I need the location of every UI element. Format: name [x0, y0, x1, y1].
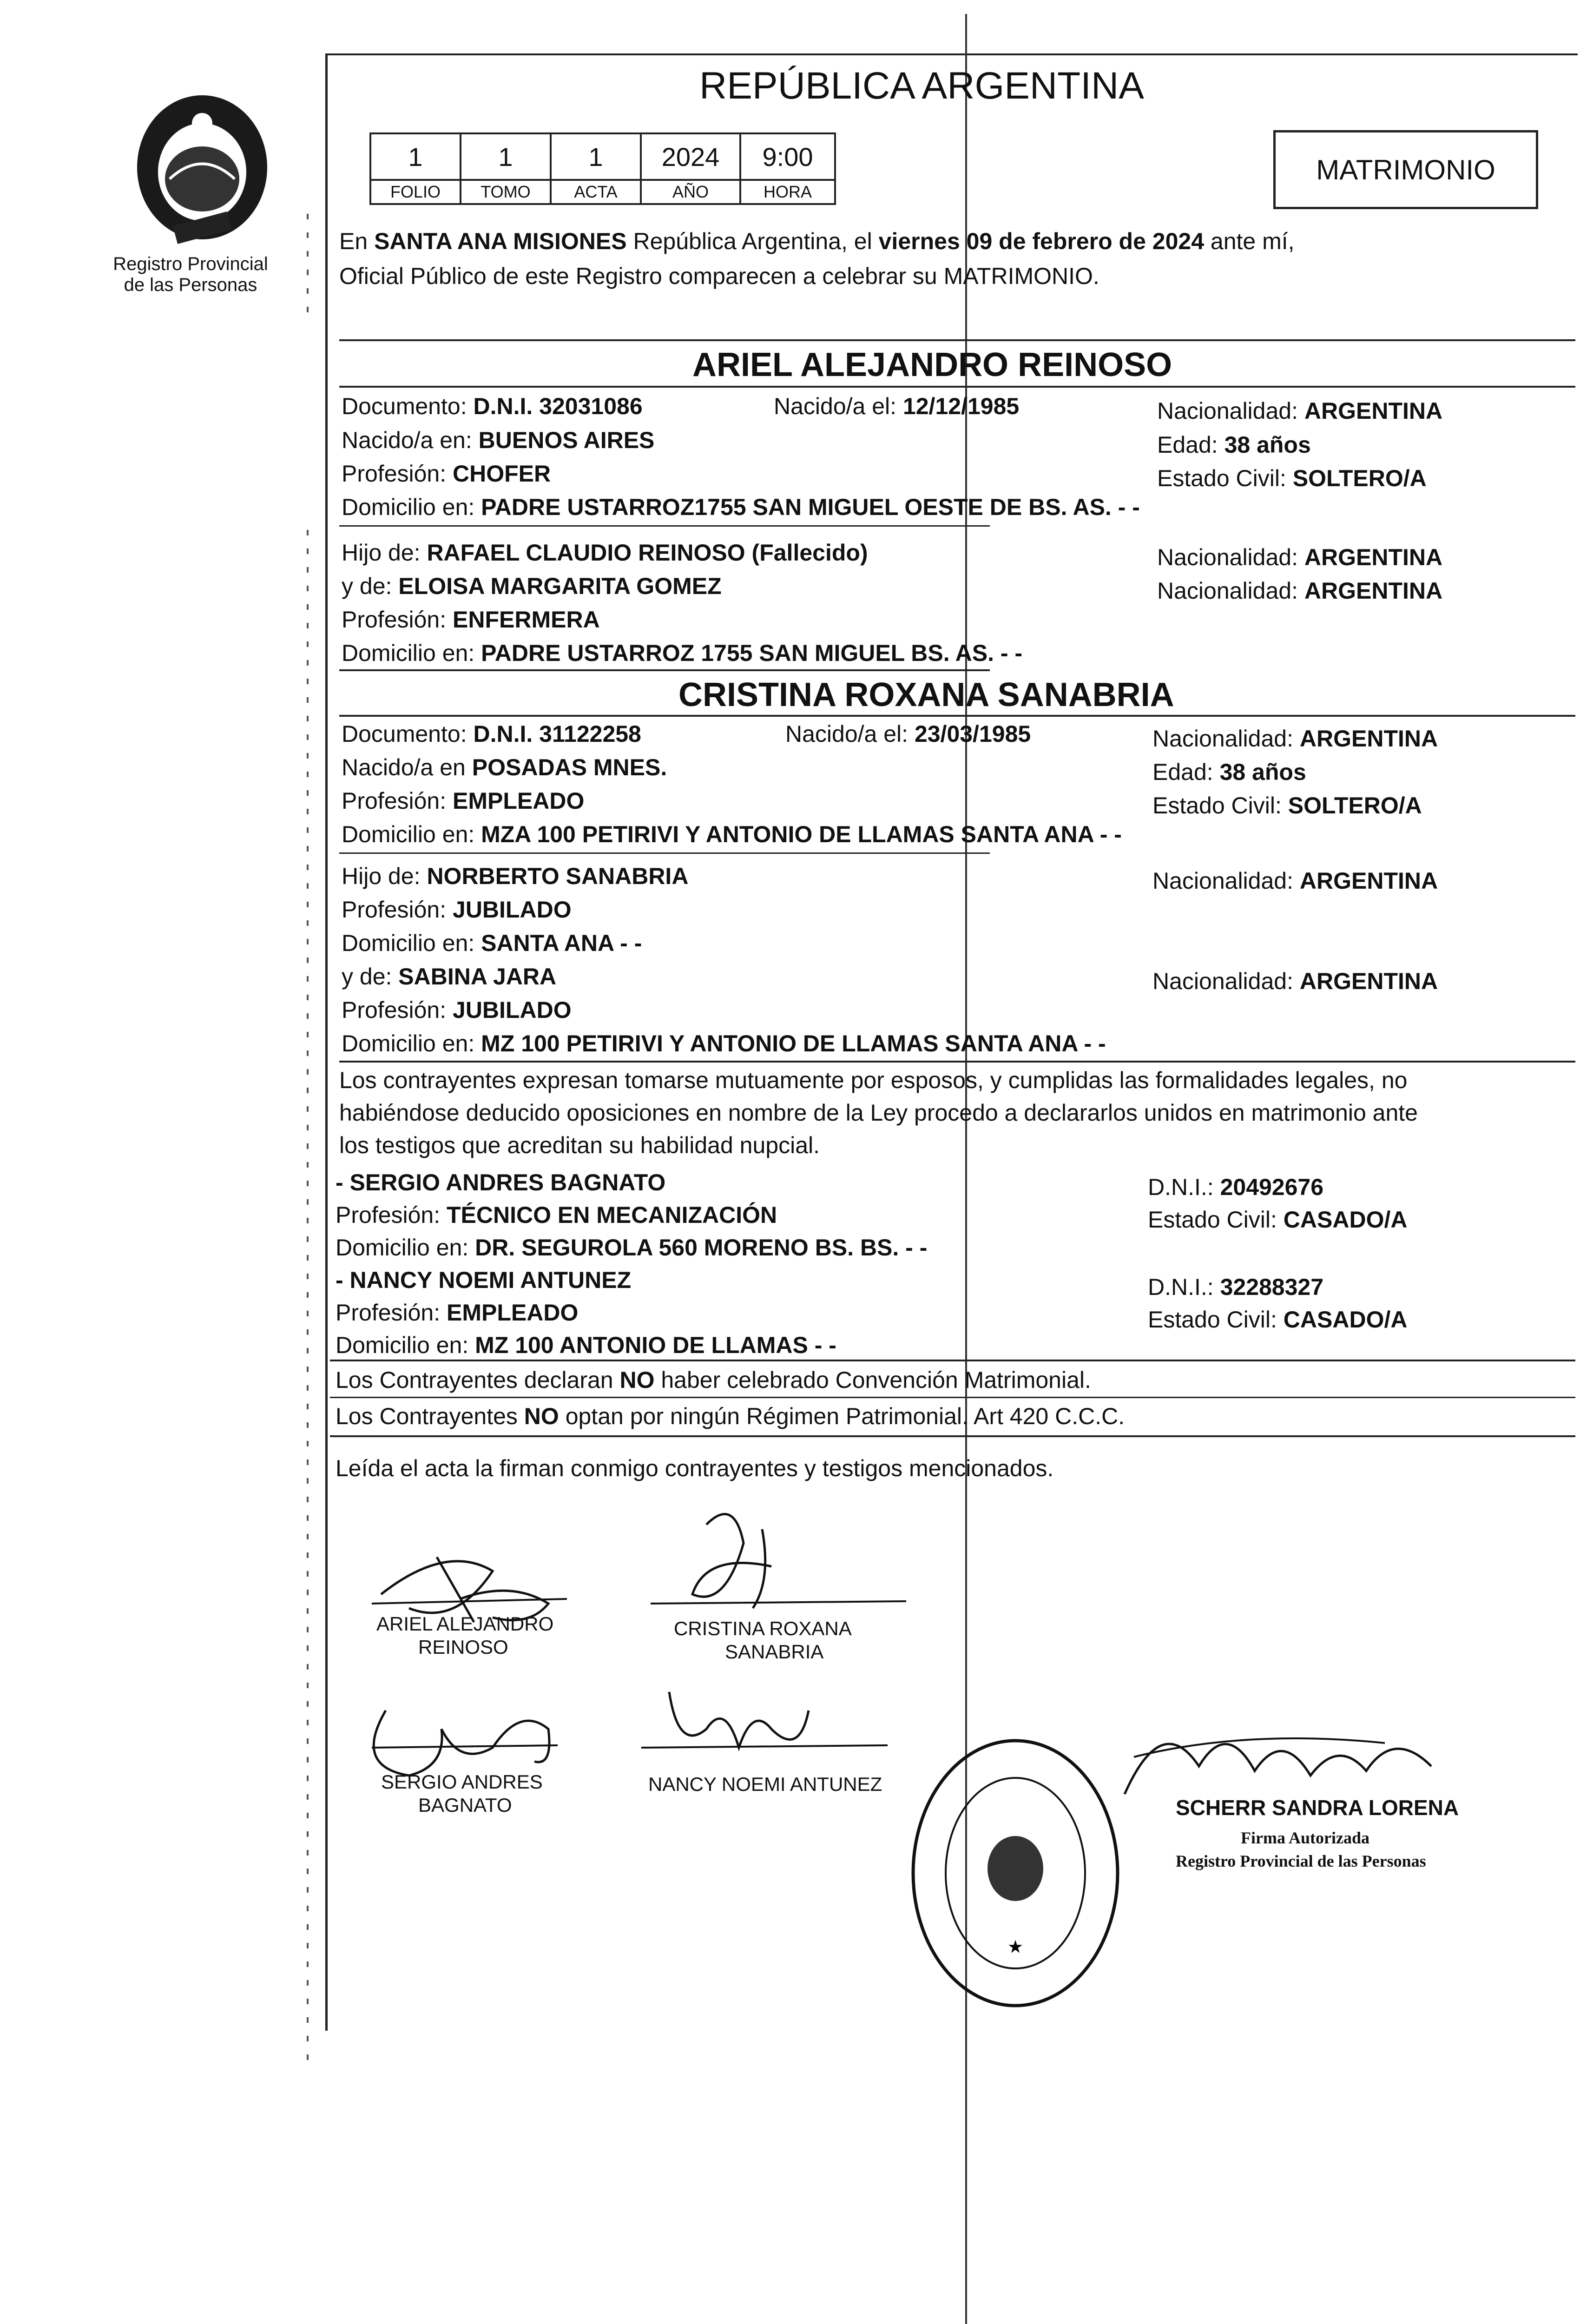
acta-value: 1 — [551, 133, 641, 180]
spouse1-mother-profession: Profesión: ENFERMERA — [342, 607, 600, 633]
witness2-name: - NANCY NOEMI ANTUNEZ — [336, 1267, 632, 1293]
witness2-address: Domicilio en: MZ 100 ANTONIO DE LLAMAS - - — [336, 1332, 836, 1358]
closing-statement: Leída el acta la firman conmigo contrayentes y testigos mencionados. — [336, 1455, 1054, 1481]
witness1-civil-status: Estado Civil: CASADO/A — [1148, 1207, 1408, 1233]
declaration-line2: habiéndose deducido oposiciones en nombre de la Ley procedo a declararlos unidos en matrimonio ante — [339, 1100, 1418, 1126]
signature-label-witness1-a: SERGIO ANDRES — [381, 1771, 543, 1793]
spouse1-father-nationality: Nacionalidad: ARGENTINA — [1157, 544, 1443, 570]
spouse1-document: Documento: D.N.I. 32031086 — [342, 393, 643, 419]
spouse1-father: Hijo de: RAFAEL CLAUDIO REINOSO (Fallecido) — [342, 540, 868, 566]
year-label: AÑO — [641, 180, 740, 204]
spouse2-nationality: Nacionalidad: ARGENTINA — [1152, 726, 1438, 752]
acta-label: ACTA — [551, 180, 641, 204]
registry-label-line2: de las Personas — [124, 275, 257, 295]
witness1-address: Domicilio en: DR. SEGUROLA 560 MORENO BS. BS. - - — [336, 1235, 928, 1261]
spouse1-birthdate: Nacido/a el: 12/12/1985 — [774, 393, 1020, 419]
official-stamp — [906, 1734, 1125, 2013]
spouse1-profession: Profesión: CHOFER — [342, 461, 551, 487]
tomo-label: TOMO — [461, 180, 551, 204]
witness2-dni: D.N.I.: 32288327 — [1148, 1274, 1324, 1300]
spouse2-document: Documento: D.N.I. 31122258 — [342, 721, 641, 747]
page-title: REPÚBLICA ARGENTINA — [699, 65, 1144, 107]
signature-label-spouse1-a: ARIEL ALEJANDRO — [376, 1613, 554, 1635]
intro-line2: Oficial Público de este Registro comparecen a celebrar su MATRIMONIO. — [339, 263, 1099, 289]
coat-of-arms-icon — [118, 79, 286, 251]
witness1-profession: Profesión: TÉCNICO EN MECANIZACIÓN — [336, 1202, 777, 1228]
folio-value: 1 — [370, 133, 461, 180]
convention-line2: Los Contrayentes NO optan por ningún Régimen Patrimonial. Art 420 C.C.C. — [336, 1403, 1125, 1429]
declaration-line1: Los contrayentes expresan tomarse mutuamente por esposos, y cumplidas las formalidades legales, no — [339, 1067, 1408, 1093]
spouse1-mother-address: Domicilio en: PADRE USTARROZ 1755 SAN MIGUEL BS. AS. - - — [342, 640, 1023, 666]
folio-table — [369, 132, 836, 205]
record-type: MATRIMONIO — [1316, 154, 1495, 185]
signature-label-spouse2-b: SANABRIA — [725, 1641, 824, 1663]
convention-line1: Los Contrayentes declaran NO haber celebrado Convención Matrimonial. — [336, 1367, 1091, 1393]
spouse1-nationality: Nacionalidad: ARGENTINA — [1157, 398, 1443, 424]
spouse2-mother-address: Domicilio en: MZ 100 PETIRIVI Y ANTONIO DE LLAMAS SANTA ANA - - — [342, 1030, 1106, 1056]
spouse2-mother-profession: Profesión: JUBILADO — [342, 997, 572, 1023]
spouse2-mother: y de: SABINA JARA — [342, 964, 557, 990]
spouse2-civil-status: Estado Civil: SOLTERO/A — [1152, 792, 1422, 819]
spouse1-civil-status: Estado Civil: SOLTERO/A — [1157, 465, 1427, 491]
year-value: 2024 — [641, 133, 740, 180]
spouse2-birthdate: Nacido/a el: 23/03/1985 — [785, 721, 1031, 747]
spouse1-birthplace: Nacido/a en: BUENOS AIRES — [342, 427, 655, 453]
spouse2-age: Edad: 38 años — [1152, 759, 1306, 785]
spouse2-address: Domicilio en: MZA 100 PETIRIVI Y ANTONIO DE LLAMAS SANTA ANA - - — [342, 821, 1122, 847]
signature-label-witness2: NANCY NOEMI ANTUNEZ — [648, 1773, 882, 1795]
signature-label-witness1-b: BAGNATO — [418, 1794, 512, 1816]
spouse1-address: Domicilio en: PADRE USTARROZ1755 SAN MIGUEL OESTE DE BS. AS. - - — [342, 494, 1140, 520]
spouse2-name: CRISTINA ROXANA SANABRIA — [678, 676, 1174, 713]
spouse1-mother-nationality: Nacionalidad: ARGENTINA — [1157, 578, 1443, 604]
svg-text:★: ★ — [1008, 1938, 1023, 1956]
witness2-civil-status: Estado Civil: CASADO/A — [1148, 1307, 1408, 1333]
spouse1-mother: y de: ELOISA MARGARITA GOMEZ — [342, 573, 722, 599]
spouse2-profession: Profesión: EMPLEADO — [342, 788, 585, 814]
witness1-name: - SERGIO ANDRES BAGNATO — [336, 1169, 666, 1195]
hour-value: 9:00 — [740, 133, 835, 180]
spouse2-father-nationality: Nacionalidad: ARGENTINA — [1152, 868, 1438, 894]
signature-label-spouse1-b: REINOSO — [418, 1636, 508, 1658]
tomo-value: 1 — [461, 133, 551, 180]
spouse2-father-profession: Profesión: JUBILADO — [342, 897, 572, 923]
spouse2-father: Hijo de: NORBERTO SANABRIA — [342, 863, 689, 889]
witness1-dni: D.N.I.: 20492676 — [1148, 1174, 1324, 1200]
folio-label: FOLIO — [370, 180, 461, 204]
record-type-box — [1273, 130, 1538, 209]
signature-label-spouse2-a: CRISTINA ROXANA — [674, 1618, 852, 1639]
official-name: SCHERR SANDRA LORENA — [1176, 1796, 1459, 1820]
spouse2-birthplace: Nacido/a en POSADAS MNES. — [342, 754, 667, 780]
stamp-seal-icon — [906, 1734, 1125, 2013]
spouse1-name: ARIEL ALEJANDRO REINOSO — [692, 346, 1172, 383]
spouse1-age: Edad: 38 años — [1157, 432, 1311, 458]
spouse2-father-address: Domicilio en: SANTA ANA - - — [342, 930, 642, 956]
declaration-line3: los testigos que acreditan su habilidad nupcial. — [339, 1132, 820, 1158]
official-registry: Registro Provincial de las Personas — [1176, 1852, 1426, 1870]
spouse2-mother-nationality: Nacionalidad: ARGENTINA — [1152, 968, 1438, 994]
witness2-profession: Profesión: EMPLEADO — [336, 1300, 579, 1326]
intro-line1: En SANTA ANA MISIONES República Argentina, el viernes 09 de febrero de 2024 ante mí, — [339, 228, 1295, 254]
hour-label: HORA — [740, 180, 835, 204]
official-title: Firma Autorizada — [1241, 1829, 1369, 1847]
registry-logo — [118, 79, 286, 251]
registry-label-line1: Registro Provincial — [113, 254, 268, 274]
